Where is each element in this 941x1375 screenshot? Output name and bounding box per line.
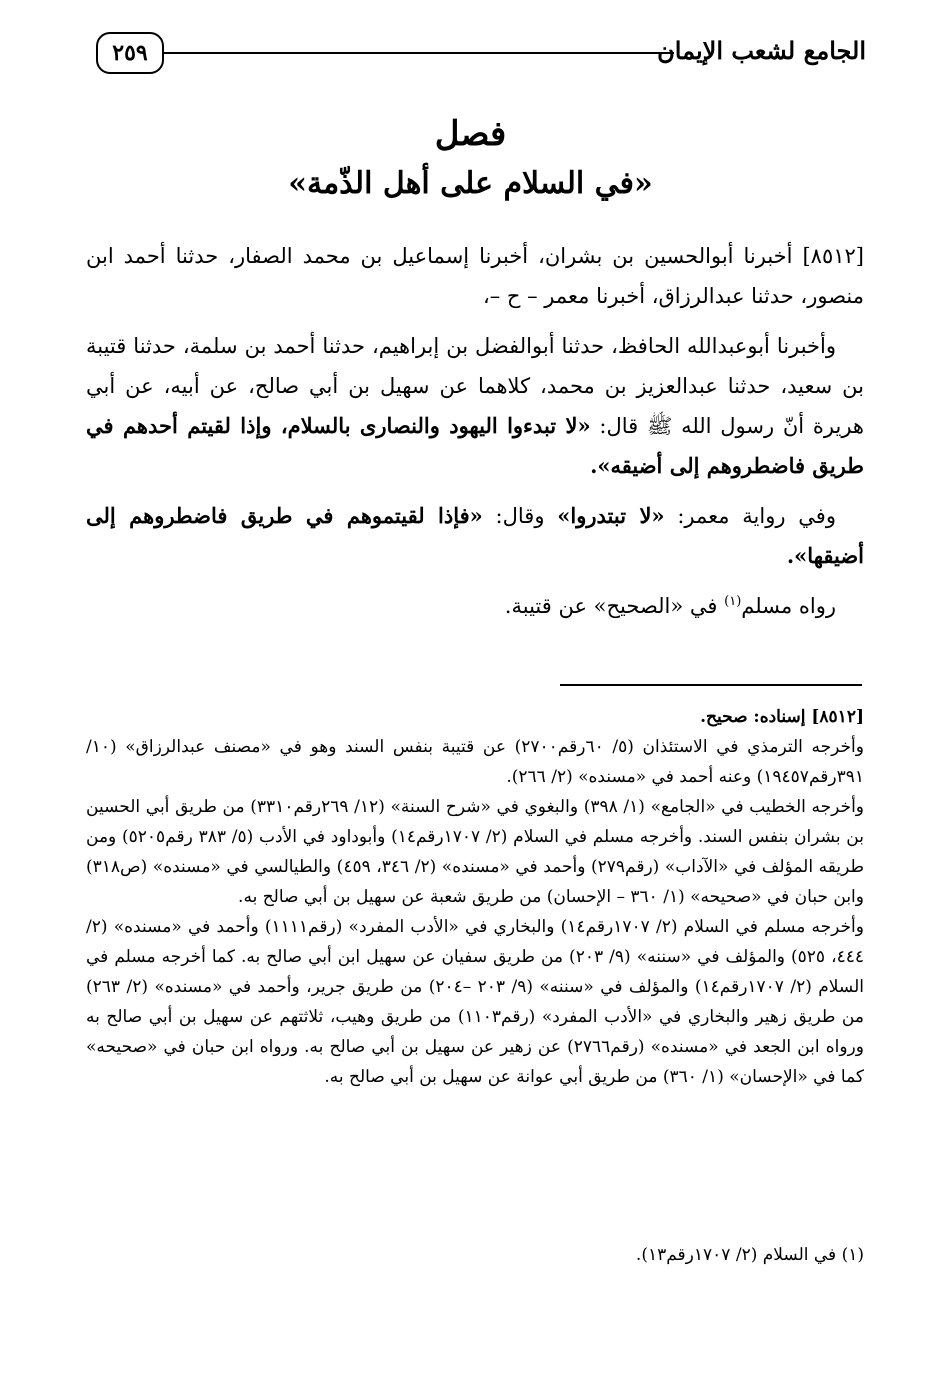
takhrij-paragraph-3: وأخرجه مسلم في السلام (٢/ ١٧٠٧رقم١٤) والبخاري في «الأدب المفرد» (رقم١١١١) وأحمد في «مسنده» (٢/ ٤٤٤، ٥٢٥) والمؤلف في «سننه» (٩/ ٢٠٣) من طريق سفيان عن سهيل ابن أبي صالح به. كما أخرجه مسلم في السلام (٢/ ١٧٠٧رقم١٤) والمؤلف في «سننه» (٩/ ٢٠٣ –٢٠٤) من طريق جرير، وأحمد في «مسنده» (٢/ ٢٦٣) من طريق زهير والبخاري في «الأدب المفرد» (رقم١١٠٣) من طريق وهيب، ثلاثتهم عن سهيل بن أبي صالح به ورواه ابن الجعد في «مسنده» (رقم٢٧٦٦) عن زهير عن سهيل بن أبي صالح به. ورواه ابن حبان في «صحيحه» كما في «الإحسان» (١/ ٣٦٠) من طريق أبي عوانة عن سهيل بن أبي صالح به. bbox=[86, 917, 865, 1087]
variant-mid: وقال: bbox=[495, 504, 545, 528]
footnote-marker: (١) bbox=[724, 594, 742, 609]
isnad-paragraph-2 bbox=[86, 326, 864, 486]
variant-paragraph bbox=[86, 496, 864, 576]
variant-quote-1: «لا تبتدروا» bbox=[557, 503, 665, 528]
takhrij-paragraph-1: وأخرجه الترمذي في الاستئذان (٥/ ٦٠رقم٢٧٠٠) عن قتيبة بنفس السند وهو في «مصنف عبدالرزاق» (١٠/ ٣٩١رقم١٩٤٥٧) وعنه أحمد في «مسنده» (٢/ ٢٦٦). bbox=[86, 737, 864, 787]
isnad-paragraph-1: [٨٥١٢] أخبرنا أبوالحسين بن بشران، أخبرنا إسماعيل بن محمد الصفار، حدثنا أحمد ابن منصور، حدثنا عبدالرزاق، أخبرنا معمر – ح –، bbox=[86, 244, 864, 308]
footnote: (١) في السلام (٢/ ١٧٠٧رقم١٣). bbox=[635, 1245, 864, 1265]
isnad-chain: وأخبرنا أبوعبدالله الحافظ، حدثنا أبوالفضل بن إبراهيم، حدثنا أحمد بن سلمة، حدثنا قتيبة بن سعيد، حدثنا عبدالعزيز بن محمد، كلاهما عن سهيل بن أبي صالح، عن أبيه، عن أبي هريرة أنّ رسول الله ﷺ قال: bbox=[86, 334, 864, 438]
header-rule bbox=[162, 52, 674, 54]
hadith-text: «لا تبدءوا اليهود والنصارى بالسلام، وإذا لقيتم أحدهم في طريق فاضطروهم إلى أضيقه». bbox=[86, 413, 864, 478]
page-number: ٢٥٩ bbox=[96, 32, 164, 74]
attribution-paragraph bbox=[86, 586, 864, 626]
running-title: الجامع لشعب الإيمان bbox=[657, 36, 866, 65]
variant-intro: وفي رواية معمر: bbox=[677, 504, 836, 528]
running-header bbox=[96, 28, 866, 78]
section-subtitle: «في السلام على أهل الذّمة» bbox=[288, 166, 653, 201]
takhrij-paragraph-2: وأخرجه الخطيب في «الجامع» (١/ ٣٩٨) والبغوي في «شرح السنة» (١٢/ ٢٦٩رقم٣٣١٠) من طريق أبي الحسين بن بشران بنفس السند. وأخرجه مسلم في السلام (٢/ ١٧٠٧رقم١٤) وأبوداود في الأدب (٥/ ٣٨٣ رقم٥٢٠٥) ومن طريقه المؤلف في «الآداب» (رقم٢٧٩) وأحمد في «مسنده» (٢/ ٣٤٦، ٤٥٩) والطيالسي في «مسنده» (ص٣١٨) وابن حبان في «صحيحه» (١/ ٣٦٠ – الإحسان) من طريق شعبة عن سهيل بن أبي صالح به. bbox=[86, 797, 864, 907]
attribution-after: في «الصحيح» عن قتيبة. bbox=[504, 594, 718, 618]
section-title: فصل bbox=[434, 114, 507, 154]
main-text bbox=[86, 236, 864, 636]
footnote-separator bbox=[560, 684, 862, 686]
takhrij-label: [٨٥١٢] إسناده: صحيح. bbox=[700, 707, 864, 727]
takhrij-block bbox=[86, 702, 864, 1092]
variant-quote-2: «فإذا لقيتموهم في طريق فاضطروهم إلى أضيقها». bbox=[86, 503, 864, 568]
attribution-before: رواه مسلم bbox=[741, 594, 836, 618]
